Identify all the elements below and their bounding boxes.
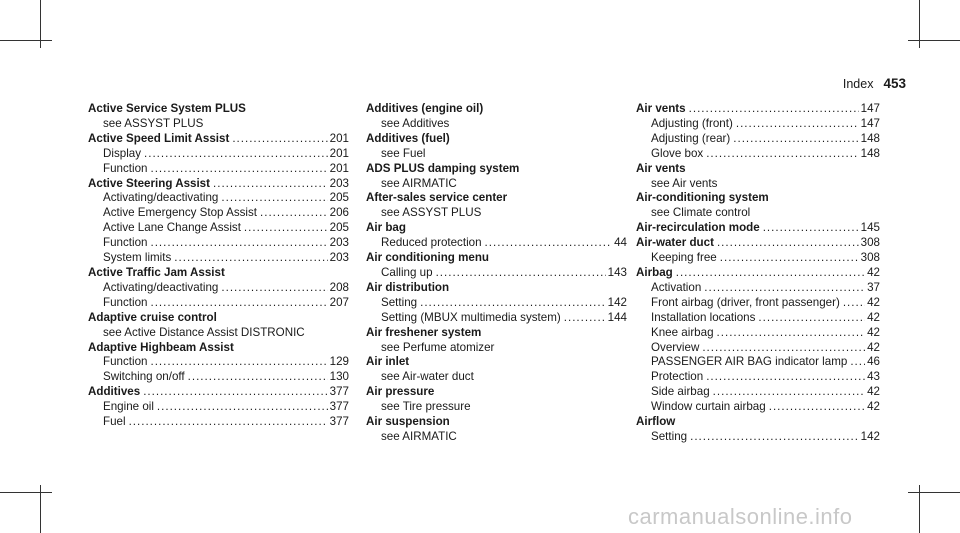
page-ref: 308	[860, 251, 880, 265]
dot-leader	[690, 430, 859, 445]
subentry-label: Keeping free	[651, 251, 717, 265]
index-entry	[88, 341, 349, 386]
index-subentry	[366, 266, 627, 281]
dot-leader	[676, 266, 865, 281]
index-subentry	[636, 355, 880, 370]
see-reference	[636, 177, 880, 192]
index-entry	[366, 221, 627, 251]
index-term: Airbag	[636, 265, 673, 279]
index-entry	[636, 162, 880, 192]
index-term: Air pressure	[366, 385, 435, 399]
dot-leader	[850, 355, 865, 370]
index-entry	[366, 251, 627, 281]
dot-leader	[150, 236, 327, 251]
index-subentry	[88, 221, 349, 236]
index-subentry	[366, 236, 627, 251]
page-header-title: Index	[842, 77, 874, 91]
page-ref: 148	[860, 146, 880, 160]
dot-leader	[188, 370, 328, 385]
see-reference	[636, 206, 880, 221]
subentry-label: Front airbag (driver, front passenger)	[651, 295, 840, 309]
dot-leader	[736, 117, 859, 132]
page-ref: 42	[867, 325, 880, 339]
watermark: carmanualsonline.info	[628, 504, 853, 529]
page-ref: 377	[329, 400, 349, 414]
subentry-label: Activating/deactivating	[103, 191, 219, 205]
index-subentry	[88, 191, 349, 206]
see-reference	[366, 206, 627, 221]
dot-leader	[717, 236, 859, 251]
see-reference-text: see Air-water duct	[381, 370, 474, 384]
dot-leader	[150, 355, 327, 370]
dot-leader	[232, 132, 327, 147]
dot-leader	[485, 236, 613, 251]
index-entry	[88, 385, 349, 430]
index-term-line	[366, 132, 627, 147]
crop-mark	[908, 40, 960, 41]
page-ref: 377	[329, 415, 349, 429]
index-entry	[88, 132, 349, 177]
index-term: Active Service System PLUS	[88, 102, 246, 115]
page-ref: 42	[867, 265, 880, 279]
page-ref: 207	[329, 295, 349, 309]
index-term-line	[366, 251, 627, 266]
index-subentry	[366, 311, 627, 326]
see-reference-text: see AIRMATIC	[381, 176, 457, 190]
see-reference-text: see AIRMATIC	[381, 429, 457, 443]
dot-leader	[763, 221, 859, 236]
subentry-label: System limits	[103, 251, 172, 265]
index-subentry	[88, 236, 349, 251]
dot-leader	[717, 326, 866, 341]
index-column-1	[88, 102, 349, 430]
index-subentry	[636, 147, 880, 162]
index-column-3	[636, 102, 880, 445]
index-subentry	[88, 162, 349, 177]
index-term-line	[636, 221, 880, 236]
see-reference-text: see Additives	[381, 116, 450, 130]
dot-leader	[713, 385, 865, 400]
index-term: Active Traffic Jam Assist	[88, 265, 225, 279]
index-subentry	[636, 132, 880, 147]
index-subentry	[636, 117, 880, 132]
index-entry	[636, 221, 880, 236]
index-term: Adaptive Highbeam Assist	[88, 340, 234, 354]
index-subentry	[636, 281, 880, 296]
dot-leader	[843, 296, 865, 311]
index-term-line	[366, 355, 627, 370]
see-reference-text: see ASSYST PLUS	[103, 116, 204, 130]
index-subentry	[636, 400, 880, 415]
index-subentry	[636, 430, 880, 445]
subentry-label: Fuel	[103, 415, 126, 429]
index-subentry	[88, 296, 349, 311]
subentry-label: Function	[103, 161, 148, 175]
see-reference	[366, 400, 627, 415]
page-ref: 43	[867, 370, 880, 384]
index-subentry	[88, 370, 349, 385]
page-ref: 129	[329, 355, 349, 369]
index-term: Active Speed Limit Assist	[88, 131, 230, 145]
index-entry	[88, 177, 349, 266]
page-ref: 42	[867, 310, 880, 324]
index-term: Airflow	[636, 415, 676, 429]
page-ref: 147	[860, 116, 880, 130]
index-term-line	[88, 177, 349, 192]
dot-leader	[420, 296, 606, 311]
index-subentry	[636, 370, 880, 385]
index-entry	[366, 162, 627, 192]
index-term: Air vents	[636, 102, 686, 115]
subentry-label: Activating/deactivating	[103, 280, 219, 294]
subentry-label: Adjusting (front)	[651, 116, 733, 130]
see-reference	[88, 117, 349, 132]
index-entry	[366, 385, 627, 415]
dot-leader	[704, 281, 865, 296]
dot-leader	[157, 400, 328, 415]
page-ref: 201	[329, 161, 349, 175]
index-term: Air-conditioning system	[636, 191, 769, 205]
dot-leader	[174, 251, 327, 266]
subentry-label: PASSENGER AIR BAG indicator lamp	[651, 355, 848, 369]
index-term: Additives (fuel)	[366, 131, 450, 145]
see-reference	[366, 341, 627, 356]
index-entry	[88, 311, 349, 341]
index-subentry	[88, 147, 349, 162]
index-term: Air inlet	[366, 355, 410, 369]
index-term: Air suspension	[366, 415, 450, 429]
page-ref: 37	[867, 280, 880, 294]
index-term: Air distribution	[366, 280, 450, 294]
index-entry	[88, 102, 349, 132]
page-ref: 42	[867, 400, 880, 414]
index-subentry	[88, 415, 349, 430]
dot-leader	[436, 266, 606, 281]
index-entry	[366, 281, 627, 326]
index-term: Air-water duct	[636, 236, 714, 250]
subentry-label: Protection	[651, 370, 704, 384]
index-entry	[366, 132, 627, 162]
page-number: 453	[883, 76, 906, 91]
index-entry	[636, 102, 880, 162]
subentry-label: Window curtain airbag	[651, 400, 766, 414]
page-ref: 205	[329, 221, 349, 235]
subentry-label: Overview	[651, 340, 700, 354]
index-entry	[366, 355, 627, 385]
crop-mark	[908, 492, 960, 493]
subentry-label: Function	[103, 295, 148, 309]
page-ref: 205	[329, 191, 349, 205]
index-term-line	[636, 266, 880, 281]
page-ref: 148	[860, 131, 880, 145]
see-reference-text: see Tire pressure	[381, 400, 471, 414]
dot-leader	[769, 400, 865, 415]
index-subentry	[636, 251, 880, 266]
index-term-line	[366, 326, 627, 341]
dot-leader	[564, 311, 606, 326]
page-ref: 130	[329, 370, 349, 384]
index-term-line	[636, 415, 880, 430]
dot-leader	[702, 341, 865, 356]
subentry-label: Function	[103, 236, 148, 250]
subentry-label: Adjusting (rear)	[651, 131, 731, 145]
page-ref: 142	[607, 295, 627, 309]
dot-leader	[733, 132, 858, 147]
page-ref: 42	[867, 385, 880, 399]
index-term-line	[636, 162, 880, 177]
index-term-line	[366, 162, 627, 177]
index-entry	[636, 191, 880, 221]
dot-leader	[150, 296, 327, 311]
subentry-label: Setting	[651, 429, 688, 443]
page-ref: 143	[607, 265, 627, 279]
page-ref: 42	[867, 340, 880, 354]
page-ref: 308	[860, 236, 880, 250]
index-entry	[636, 236, 880, 266]
index-term: Air bag	[366, 221, 406, 235]
index-term-line	[88, 311, 349, 326]
dot-leader	[706, 370, 865, 385]
crop-mark	[0, 40, 52, 41]
index-subentry	[88, 206, 349, 221]
page-ref: 203	[329, 251, 349, 265]
see-reference	[366, 117, 627, 132]
index-entry	[366, 326, 627, 356]
see-reference-text: see Active Distance Assist DISTRONIC	[103, 325, 305, 339]
index-subentry	[366, 296, 627, 311]
index-term-line	[366, 415, 627, 430]
index-term: Air conditioning menu	[366, 251, 490, 265]
index-term: After-sales service center	[366, 191, 508, 205]
subentry-label: Calling up	[381, 265, 433, 279]
see-reference-text: see Air vents	[651, 176, 718, 190]
dot-leader	[221, 281, 327, 296]
subentry-label: Function	[103, 355, 148, 369]
page-ref: 201	[329, 131, 349, 145]
subentry-label: Knee airbag	[651, 325, 714, 339]
dot-leader	[150, 162, 327, 177]
index-entry	[366, 415, 627, 445]
page-ref: 42	[867, 295, 880, 309]
dot-leader	[143, 385, 327, 400]
index-subentry	[88, 400, 349, 415]
page-ref: 145	[860, 221, 880, 235]
page-ref: 203	[329, 176, 349, 190]
index-entry	[636, 415, 880, 445]
page-ref: 201	[329, 146, 349, 160]
index-entry	[88, 266, 349, 311]
index-term-line	[366, 385, 627, 400]
page-ref: 147	[860, 102, 880, 115]
crop-mark	[0, 492, 52, 493]
dot-leader	[758, 311, 865, 326]
subentry-label: Glove box	[651, 146, 704, 160]
index-subentry	[636, 385, 880, 400]
page-ref: 208	[329, 280, 349, 294]
index-term: Air-recirculation mode	[636, 221, 760, 235]
see-reference	[366, 370, 627, 385]
index-term-line	[636, 102, 880, 117]
index-term-line	[366, 281, 627, 296]
index-entry	[366, 191, 627, 221]
dot-leader	[689, 102, 859, 117]
subentry-label: Setting (MBUX multimedia system)	[381, 310, 561, 324]
index-term-line	[88, 266, 349, 281]
dot-leader	[244, 221, 328, 236]
index-term-line	[366, 221, 627, 236]
dot-leader	[706, 147, 858, 162]
index-term: Additives	[88, 385, 141, 399]
index-term: Active Steering Assist	[88, 176, 210, 190]
subentry-label: Reduced protection	[381, 236, 482, 250]
index-term: ADS PLUS damping system	[366, 161, 520, 175]
index-term-line	[88, 385, 349, 400]
index-term-line	[88, 341, 349, 356]
subentry-label: Engine oil	[103, 400, 154, 414]
index-term-line	[88, 102, 349, 117]
index-term: Additives (engine oil)	[366, 102, 484, 115]
index-term: Air vents	[636, 161, 686, 175]
see-reference-text: see Fuel	[381, 146, 426, 160]
dot-leader	[129, 415, 328, 430]
index-column-2	[366, 102, 627, 445]
see-reference	[366, 430, 627, 445]
see-reference-text: see Climate control	[651, 206, 751, 220]
subentry-label: Switching on/off	[103, 370, 185, 384]
subentry-label: Installation locations	[651, 310, 756, 324]
index-subentry	[636, 341, 880, 356]
index-entry	[366, 102, 627, 132]
page-ref: 142	[860, 429, 880, 443]
subentry-label: Display	[103, 146, 142, 160]
see-reference	[366, 147, 627, 162]
subentry-label: Setting	[381, 295, 418, 309]
page-ref: 144	[607, 310, 627, 324]
dot-leader	[213, 177, 328, 192]
index-subentry	[636, 311, 880, 326]
page-ref: 377	[329, 385, 349, 399]
index-subentry	[636, 296, 880, 311]
subentry-label: Active Lane Change Assist	[103, 221, 241, 235]
index-term-line	[366, 102, 627, 117]
index-entry	[636, 266, 880, 415]
page-ref: 46	[867, 355, 880, 369]
index-term-line	[636, 236, 880, 251]
index-subentry	[88, 251, 349, 266]
index-subentry	[88, 355, 349, 370]
index-term-line	[636, 191, 880, 206]
index-subentry	[636, 326, 880, 341]
see-reference-text: see Perfume atomizer	[381, 340, 495, 354]
index-term: Adaptive cruise control	[88, 310, 217, 324]
dot-leader	[221, 191, 327, 206]
page-ref: 203	[329, 236, 349, 250]
see-reference	[88, 326, 349, 341]
subentry-label: Activation	[651, 280, 702, 294]
see-reference-text: see ASSYST PLUS	[381, 206, 482, 220]
dot-leader	[144, 147, 328, 162]
index-subentry	[88, 281, 349, 296]
dot-leader	[720, 251, 859, 266]
dot-leader	[260, 206, 328, 221]
page-ref: 44	[614, 236, 627, 250]
page-ref: 206	[329, 206, 349, 220]
page-header	[843, 76, 906, 91]
subentry-label: Active Emergency Stop Assist	[103, 206, 258, 220]
see-reference	[366, 177, 627, 192]
subentry-label: Side airbag	[651, 385, 710, 399]
index-term-line	[88, 132, 349, 147]
index-term-line	[366, 191, 627, 206]
index-term: Air freshener system	[366, 325, 482, 339]
